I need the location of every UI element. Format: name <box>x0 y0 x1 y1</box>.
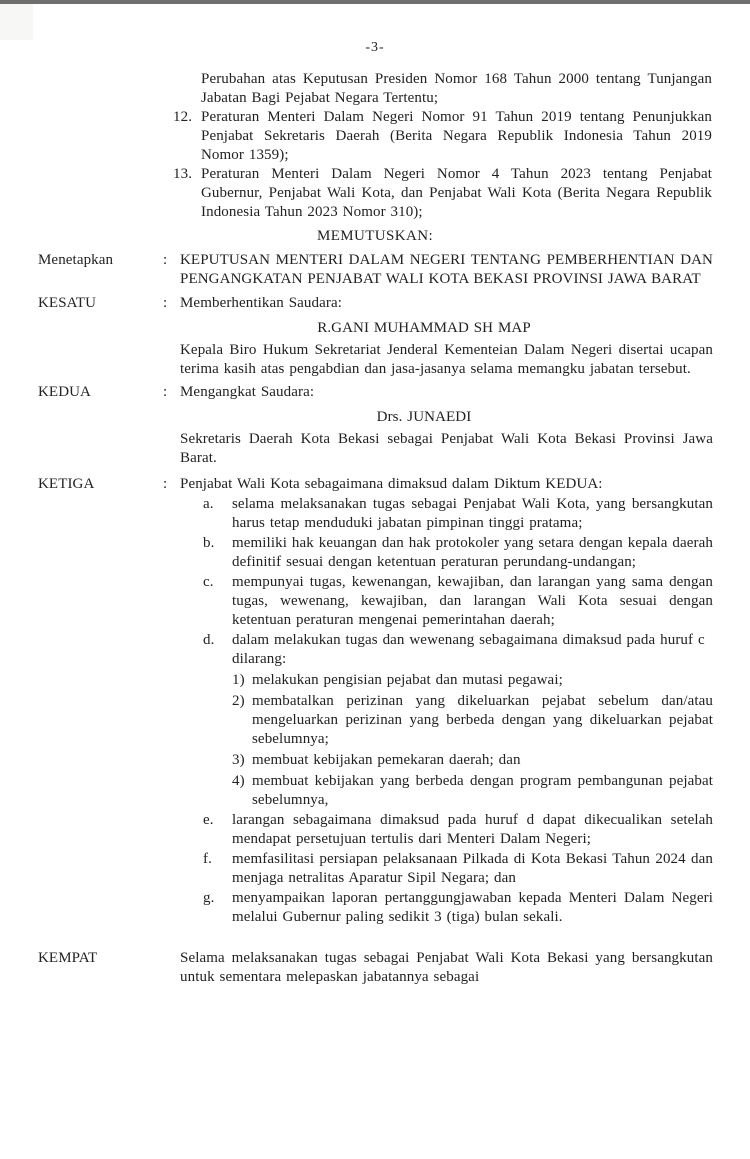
dictum-text: Mengangkat Saudara: <box>180 384 315 400</box>
legal-basis-item-12 <box>173 108 712 165</box>
dictum-kesatu <box>38 294 713 313</box>
item-text: membuat kebijakan yang berbeda dengan program pembangunan pejabat sebelumnya, <box>252 773 713 808</box>
item-text: dalam melakukan tugas dan wewenang sebagaimana dimaksud pada huruf c dilarang: <box>232 632 705 667</box>
scan-corner-artifact <box>0 4 33 40</box>
legal-basis-item-13 <box>173 165 712 222</box>
ketiga-item-g <box>180 889 713 927</box>
dictum-label: Menetapkan <box>38 252 114 268</box>
official-name-appointed: Drs. JUNAEDI <box>376 409 472 425</box>
dictum-kedua <box>38 383 713 402</box>
sub-item-2 <box>232 692 713 749</box>
page-number: -3- <box>365 40 385 55</box>
item-text: selama melaksanakan tugas sebagai Penjabat Wali Kota, yang bersangkutan harus tetap menduduki jabatan pimpinan tinggi pratama; <box>232 496 713 531</box>
item-text: memfasilitasi persiapan pelaksanaan Pilkada di Kota Bekasi Tahun 2024 dan menjaga netralitas Aparatur Sipil Negara; dan <box>232 851 713 886</box>
item-text: menyampaikan laporan pertanggungjawaban kepada Menteri Dalam Negeri melalui Gubernur paling sedikit 3 (tiga) bulan sekali. <box>232 890 713 925</box>
list-letter: a. <box>203 496 214 512</box>
dictum-text: Selama melaksanakan tugas sebagai Penjabat Wali Kota Bekasi yang bersangkutan untuk sementara melepaskan jabatannya sebagai <box>180 950 713 985</box>
list-letter: c. <box>203 574 214 590</box>
dictum-label: KEMPAT <box>38 950 98 966</box>
dictum-label: KETIGA <box>38 476 95 492</box>
dictum-colon: : <box>163 476 168 492</box>
item-text: membuat kebijakan pemekaran daerah; dan <box>252 752 521 768</box>
dictum-label: KESATU <box>38 295 97 311</box>
sub-item-1 <box>232 671 713 690</box>
dictum-text: KEPUTUSAN MENTERI DALAM NEGERI TENTANG PEMBERHENTIAN DAN PENGANGKATAN PENJABAT WALI KOTA BEKASI PROVINSI JAWA BARAT <box>180 252 713 287</box>
list-letter: d. <box>203 632 215 648</box>
dictum-colon-spacer <box>163 949 180 987</box>
item-text: membatalkan perizinan yang dikeluarkan pejabat sebelum dan/atau mengeluarkan perizinan yang berbeda dengan yang dikeluarkan pejabat sebelumnya; <box>252 693 713 747</box>
ketiga-item-f <box>180 850 713 888</box>
dictum-text: Memberhentikan Saudara: <box>180 295 342 311</box>
item-text: larangan sebagaimana dimaksud pada huruf d dapat dikecualikan setelah mendapat persetujuan tertulis dari Menteri Dalam Negeri; <box>232 812 713 847</box>
sub-item-3 <box>232 751 713 770</box>
dictum-label: KEDUA <box>38 384 91 400</box>
legal-basis-item-11-continuation <box>173 70 712 108</box>
scan-top-edge <box>0 0 750 4</box>
list-number: 1) <box>232 672 245 688</box>
dictum-colon: : <box>163 384 168 400</box>
list-number: 3) <box>232 752 245 768</box>
kedua-description: Sekretaris Daerah Kota Bekasi sebagai Penjabat Wali Kota Bekasi Provinsi Jawa Barat. <box>180 431 713 466</box>
dictum-kempat <box>38 949 713 987</box>
list-letter: b. <box>203 535 215 551</box>
list-number: 12. <box>173 109 193 125</box>
item-text: memiliki hak keuangan dan hak protokoler yang setara dengan kepala daerah definitif sesuai dengan ketentuan peraturan perundang-undangan; <box>232 535 713 570</box>
ketiga-item-a <box>180 495 713 533</box>
item-text: mempunyai tugas, kewenangan, kewajiban, dan larangan yang sama dengan tugas, wewenang, kewajiban, dan larangan Wali Kota sesuai dengan ketentuan peraturan mengenai pemerintahan daerah; <box>232 574 713 628</box>
list-number: 4) <box>232 773 245 789</box>
dictum-text <box>180 475 713 927</box>
list-letter: f. <box>203 851 212 867</box>
list-number: 13. <box>173 166 193 182</box>
prohibition-sub-list <box>232 671 713 810</box>
ketiga-item-e <box>180 811 713 849</box>
list-letter: g. <box>203 890 215 906</box>
legal-basis-list <box>173 70 712 222</box>
ketiga-intro: Penjabat Wali Kota sebagaimana dimaksud dalam Diktum KEDUA: <box>180 476 603 492</box>
dictum-ketiga <box>38 475 713 927</box>
sub-item-4 <box>232 772 713 810</box>
item-text: melakukan pengisian pejabat dan mutasi pegawai; <box>252 672 563 688</box>
legal-basis-text: Peraturan Menteri Dalam Negeri Nomor 4 Tahun 2023 tentang Penjabat Gubernur, Penjabat Wali Kota, dan Penjabat Wali Kota (Berita Negara Republik Indonesia Tahun 2023 Nomor 310); <box>201 166 712 220</box>
dictum-colon: : <box>163 252 168 268</box>
dictum-colon: : <box>163 295 168 311</box>
legal-basis-text: Peraturan Menteri Dalam Negeri Nomor 91 Tahun 2019 tentang Penunjukkan Penjabat Sekretaris Daerah (Berita Negara Republik Indonesia Tahun 2019 Nomor 1359); <box>201 109 712 163</box>
list-number: 2) <box>232 693 245 709</box>
ketiga-item-b <box>180 534 713 572</box>
official-name-dismissed: R.GANI MUHAMMAD SH MAP <box>317 320 531 336</box>
kesatu-description: Kepala Biro Hukum Sekretariat Jenderal Kementeian Dalam Negeri disertai ucapan terima kasih atas pengabdian dan jasa-jasanya selama memangku jabatan tersebut. <box>180 342 713 377</box>
list-letter: e. <box>203 812 214 828</box>
ketiga-item-d <box>180 631 713 810</box>
dictum-menetapkan <box>38 251 713 289</box>
ketiga-item-c <box>180 573 713 630</box>
legal-basis-text: Perubahan atas Keputusan Presiden Nomor 168 Tahun 2000 tentang Tunjangan Jabatan Bagi Pejabat Negara Tertentu; <box>201 71 712 106</box>
memutuskan-heading: MEMUTUSKAN: <box>316 228 434 244</box>
